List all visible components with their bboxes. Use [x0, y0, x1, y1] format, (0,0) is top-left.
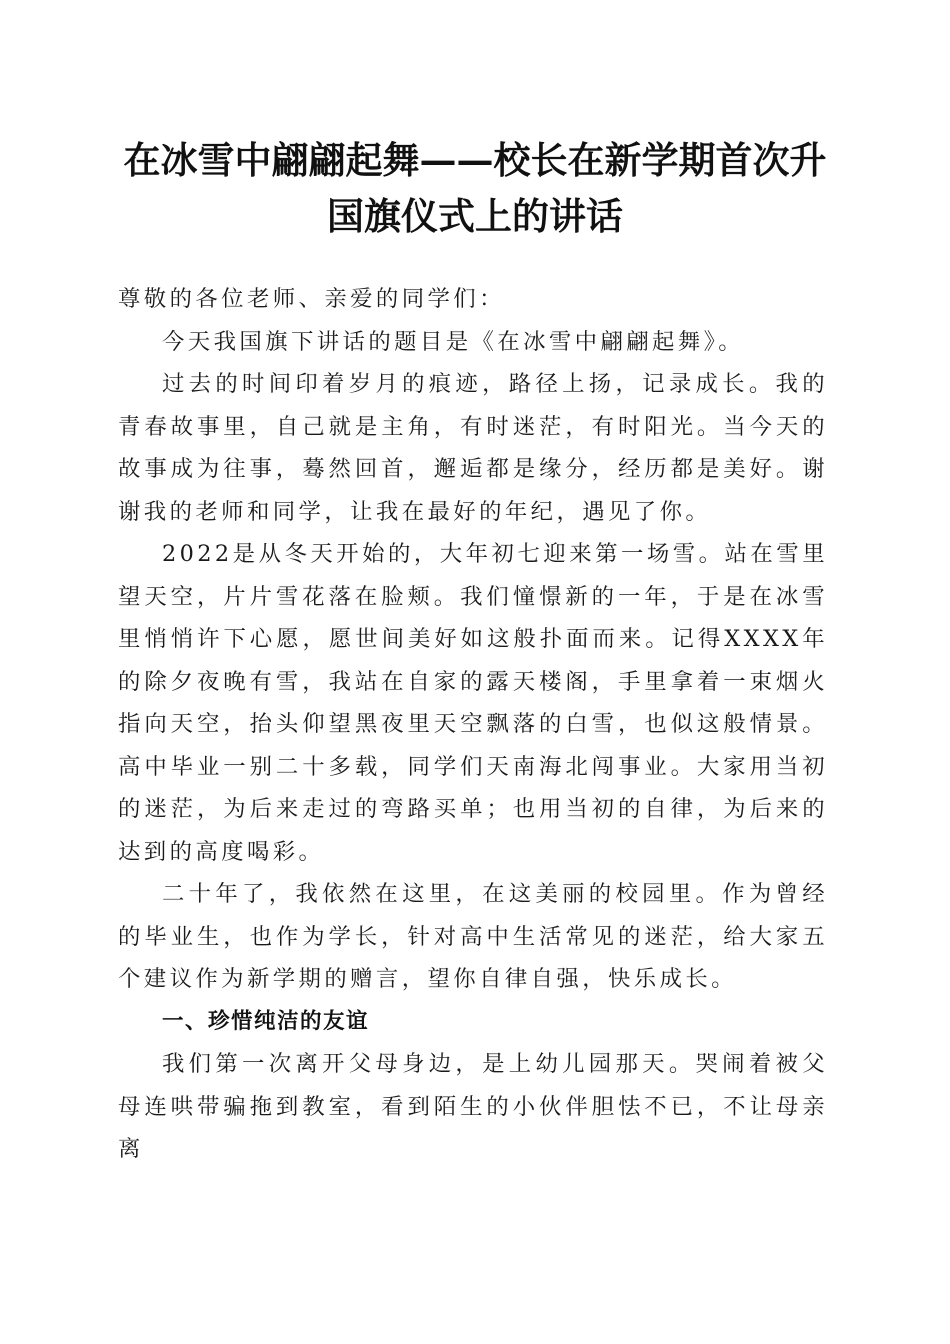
paragraph-2022-snow: 2022是从冬天开始的，大年初七迎来第一场雪。站在雪里望天空，片片雪花落在脸颊。我们憧憬新的一年，于是在冰雪里悄悄许下心愿，愿世间美好如这般扑面而来。记得XXXX年的除夕夜晚有雪，我站在自家的露天楼阁，手里拿着一束烟火指向天空，抬头仰望黑夜里天空飘落的白雪，也似这般情景。高中毕业一别二十多载，同学们天南海北闯事业。大家用当初的迷茫，为后来走过的弯路买单；也用当初的自律，为后来的达到的高度喝彩。 — [118, 541, 828, 865]
document-body — [118, 278, 828, 1171]
paragraph-topic: 今天我国旗下讲话的题目是《在冰雪中翩翩起舞》。 — [162, 328, 744, 355]
paragraph-past-time: 过去的时间印着岁月的痕迹，路径上扬，记录成长。我的青春故事里，自己就是主角，有时迷茫，有时阳光。当今天的故事成为往事，蓦然回首，邂逅都是缘分，经历都是美好。谢谢我的老师和同学，让我在最好的年纪，遇见了你。 — [118, 371, 828, 525]
document-title: 在冰雪中翩翩起舞——校长在新学期首次升国旗仪式上的讲话 — [123, 138, 827, 238]
paragraph-twenty-years: 二十年了，我依然在这里，在这美丽的校园里。作为曾经的毕业生，也作为学长，针对高中生活常见的迷茫，给大家五个建议作为新学期的赠言，望你自律自强，快乐成长。 — [118, 881, 828, 992]
paragraph-kindergarten: 我们第一次离开父母身边，是上幼儿园那天。哭闹着被父母连哄带骗拖到教室，看到陌生的小伙伴胆怯不已，不让母亲离 — [118, 1051, 828, 1162]
salutation: 尊敬的各位老师、亲爱的同学们： — [118, 286, 505, 312]
section-heading-friendship: 一、珍惜纯洁的友谊 — [162, 1008, 370, 1034]
